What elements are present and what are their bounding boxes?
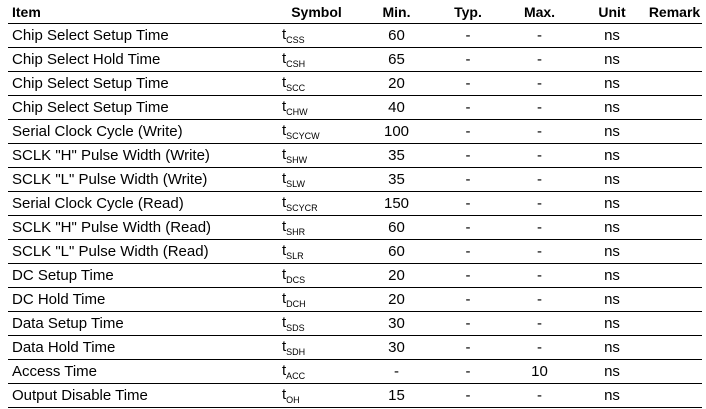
- item-cell: Access Time: [8, 360, 274, 384]
- unit-cell: ns: [577, 312, 647, 336]
- remark-cell: [647, 120, 702, 144]
- remark-cell: [647, 312, 702, 336]
- table-row: [8, 24, 702, 48]
- symbol-base: t: [282, 362, 287, 379]
- table-row: [8, 360, 702, 384]
- typ-cell: -: [434, 72, 502, 96]
- remark-cell: [647, 48, 702, 72]
- unit-cell: ns: [577, 168, 647, 192]
- typ-cell: -: [434, 24, 502, 48]
- unit-cell: ns: [577, 24, 647, 48]
- unit-cell: ns: [577, 96, 647, 120]
- symbol-cell: [274, 216, 359, 240]
- symbol-subscript: SLR: [286, 251, 304, 261]
- min-cell: -: [359, 360, 434, 384]
- max-cell: -: [502, 312, 577, 336]
- item-cell: DC Setup Time: [8, 264, 274, 288]
- max-cell: -: [502, 48, 577, 72]
- max-cell: -: [502, 240, 577, 264]
- min-cell: 65: [359, 48, 434, 72]
- max-cell: -: [502, 96, 577, 120]
- symbol-subscript: SCC: [286, 83, 306, 93]
- unit-cell: ns: [577, 144, 647, 168]
- table-row: [8, 240, 702, 264]
- unit-cell: ns: [577, 384, 647, 408]
- remark-cell: [647, 240, 702, 264]
- item-cell: Chip Select Setup Time: [8, 24, 274, 48]
- table-row: [8, 216, 702, 240]
- symbol-subscript: OH: [286, 395, 300, 405]
- typ-cell: -: [434, 216, 502, 240]
- symbol-cell: [274, 24, 359, 48]
- remark-cell: [647, 264, 702, 288]
- table-row: [8, 288, 702, 312]
- table-row: [8, 48, 702, 72]
- max-cell: -: [502, 120, 577, 144]
- timing-table: [8, 0, 702, 408]
- table-row: [8, 72, 702, 96]
- symbol-cell: [274, 360, 359, 384]
- header-row: [8, 0, 702, 24]
- typ-cell: -: [434, 144, 502, 168]
- symbol-cell: [274, 144, 359, 168]
- typ-cell: -: [434, 120, 502, 144]
- symbol-subscript: SLW: [286, 179, 306, 189]
- table-row: [8, 312, 702, 336]
- typ-cell: -: [434, 48, 502, 72]
- typ-cell: -: [434, 336, 502, 360]
- min-cell: 40: [359, 96, 434, 120]
- symbol-subscript: CHW: [286, 107, 308, 117]
- item-cell: Chip Select Hold Time: [8, 48, 274, 72]
- min-cell: 35: [359, 144, 434, 168]
- symbol-subscript: CSS: [286, 35, 305, 45]
- remark-cell: [647, 144, 702, 168]
- symbol-subscript: CSH: [286, 59, 306, 69]
- remark-cell: [647, 336, 702, 360]
- symbol-base: t: [282, 26, 287, 43]
- remark-cell: [647, 216, 702, 240]
- max-cell: -: [502, 168, 577, 192]
- symbol-base: t: [282, 314, 287, 331]
- symbol-cell: [274, 72, 359, 96]
- symbol-subscript: ACC: [286, 371, 306, 381]
- symbol-subscript: DCH: [286, 299, 306, 309]
- table-row: [8, 120, 702, 144]
- min-cell: 100: [359, 120, 434, 144]
- unit-cell: ns: [577, 216, 647, 240]
- min-cell: 60: [359, 240, 434, 264]
- symbol-cell: [274, 120, 359, 144]
- header-remark: Remark: [647, 0, 702, 24]
- table-body: [8, 24, 702, 408]
- min-cell: 20: [359, 264, 434, 288]
- min-cell: 150: [359, 192, 434, 216]
- header-typ: Typ.: [434, 0, 502, 24]
- symbol-cell: [274, 96, 359, 120]
- header-item: Item: [8, 0, 274, 24]
- max-cell: -: [502, 72, 577, 96]
- symbol-subscript: SHR: [286, 227, 306, 237]
- table-row: [8, 96, 702, 120]
- symbol-subscript: SDS: [286, 323, 305, 333]
- item-cell: Output Disable Time: [8, 384, 274, 408]
- symbol-base: t: [282, 98, 287, 115]
- symbol-subscript: SCYCR: [286, 203, 318, 213]
- min-cell: 20: [359, 72, 434, 96]
- table-row: [8, 336, 702, 360]
- unit-cell: ns: [577, 360, 647, 384]
- symbol-base: t: [282, 122, 287, 139]
- symbol-cell: [274, 48, 359, 72]
- unit-cell: ns: [577, 240, 647, 264]
- remark-cell: [647, 384, 702, 408]
- max-cell: 10: [502, 360, 577, 384]
- item-cell: Data Setup Time: [8, 312, 274, 336]
- max-cell: -: [502, 264, 577, 288]
- min-cell: 60: [359, 24, 434, 48]
- unit-cell: ns: [577, 336, 647, 360]
- symbol-base: t: [282, 290, 287, 307]
- symbol-cell: [274, 240, 359, 264]
- header-min: Min.: [359, 0, 434, 24]
- max-cell: -: [502, 192, 577, 216]
- table-row: [8, 144, 702, 168]
- typ-cell: -: [434, 312, 502, 336]
- typ-cell: -: [434, 360, 502, 384]
- min-cell: 60: [359, 216, 434, 240]
- header-symbol: Symbol: [274, 0, 359, 24]
- typ-cell: -: [434, 384, 502, 408]
- symbol-cell: [274, 192, 359, 216]
- remark-cell: [647, 360, 702, 384]
- table-header: [8, 0, 702, 24]
- max-cell: -: [502, 288, 577, 312]
- max-cell: -: [502, 144, 577, 168]
- symbol-cell: [274, 168, 359, 192]
- item-cell: SCLK "L" Pulse Width (Write): [8, 168, 274, 192]
- remark-cell: [647, 72, 702, 96]
- header-max: Max.: [502, 0, 577, 24]
- remark-cell: [647, 96, 702, 120]
- symbol-base: t: [282, 170, 287, 187]
- remark-cell: [647, 288, 702, 312]
- typ-cell: -: [434, 240, 502, 264]
- typ-cell: -: [434, 264, 502, 288]
- min-cell: 30: [359, 336, 434, 360]
- item-cell: Serial Clock Cycle (Write): [8, 120, 274, 144]
- symbol-base: t: [282, 218, 287, 235]
- symbol-base: t: [282, 386, 287, 403]
- symbol-subscript: SDH: [286, 347, 306, 357]
- min-cell: 15: [359, 384, 434, 408]
- symbol-subscript: SHW: [286, 155, 308, 165]
- symbol-cell: [274, 264, 359, 288]
- symbol-base: t: [282, 242, 287, 259]
- symbol-cell: [274, 336, 359, 360]
- unit-cell: ns: [577, 48, 647, 72]
- symbol-base: t: [282, 50, 287, 67]
- unit-cell: ns: [577, 264, 647, 288]
- max-cell: -: [502, 24, 577, 48]
- header-unit: Unit: [577, 0, 647, 24]
- table-row: [8, 168, 702, 192]
- unit-cell: ns: [577, 72, 647, 96]
- table-row: [8, 264, 702, 288]
- remark-cell: [647, 192, 702, 216]
- symbol-cell: [274, 288, 359, 312]
- typ-cell: -: [434, 192, 502, 216]
- symbol-base: t: [282, 146, 287, 163]
- symbol-base: t: [282, 194, 287, 211]
- item-cell: SCLK "H" Pulse Width (Write): [8, 144, 274, 168]
- item-cell: SCLK "L" Pulse Width (Read): [8, 240, 274, 264]
- max-cell: -: [502, 336, 577, 360]
- symbol-subscript: SCYCW: [286, 131, 320, 141]
- item-cell: Chip Select Setup Time: [8, 96, 274, 120]
- min-cell: 20: [359, 288, 434, 312]
- max-cell: -: [502, 216, 577, 240]
- item-cell: Serial Clock Cycle (Read): [8, 192, 274, 216]
- table-row: [8, 192, 702, 216]
- symbol-cell: [274, 312, 359, 336]
- symbol-base: t: [282, 338, 287, 355]
- symbol-subscript: DCS: [286, 275, 306, 285]
- typ-cell: -: [434, 288, 502, 312]
- min-cell: 30: [359, 312, 434, 336]
- unit-cell: ns: [577, 288, 647, 312]
- item-cell: SCLK "H" Pulse Width (Read): [8, 216, 274, 240]
- item-cell: Data Hold Time: [8, 336, 274, 360]
- remark-cell: [647, 168, 702, 192]
- typ-cell: -: [434, 96, 502, 120]
- min-cell: 35: [359, 168, 434, 192]
- typ-cell: -: [434, 168, 502, 192]
- item-cell: DC Hold Time: [8, 288, 274, 312]
- symbol-cell: [274, 384, 359, 408]
- unit-cell: ns: [577, 192, 647, 216]
- symbol-base: t: [282, 74, 287, 91]
- remark-cell: [647, 24, 702, 48]
- unit-cell: ns: [577, 120, 647, 144]
- table-row: [8, 384, 702, 408]
- max-cell: -: [502, 384, 577, 408]
- symbol-base: t: [282, 266, 287, 283]
- item-cell: Chip Select Setup Time: [8, 72, 274, 96]
